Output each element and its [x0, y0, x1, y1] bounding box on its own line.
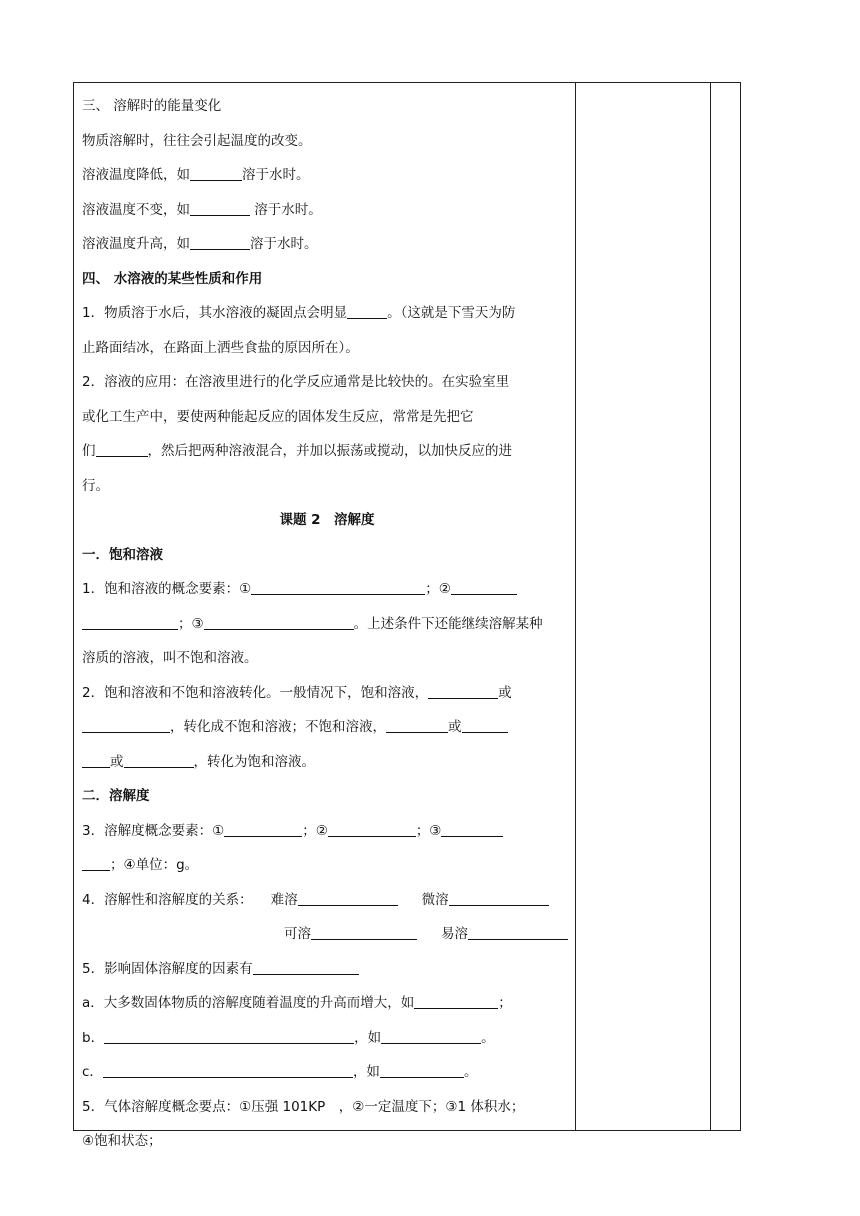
fill-line: 1．饱和溶液的概念要素：① ；②: [82, 572, 572, 607]
section-heading: 一．饱和溶液: [82, 546, 163, 563]
answer-blank[interactable]: [104, 1029, 354, 1044]
section-heading: 三、 溶解时的能量变化: [82, 98, 222, 114]
answer-blank[interactable]: [449, 891, 549, 906]
answer-blank[interactable]: [190, 167, 242, 182]
answer-blank[interactable]: [82, 857, 110, 872]
answer-blank[interactable]: [190, 201, 250, 216]
fill-line: 4．溶解性和溶解度的关系： 难溶 微溶: [82, 883, 572, 918]
answer-blank[interactable]: [441, 822, 503, 837]
column-divider: [575, 83, 576, 1130]
text-line: 行。: [82, 477, 109, 494]
answer-blank[interactable]: [298, 891, 398, 906]
answer-blank[interactable]: [253, 960, 359, 975]
answer-blank[interactable]: [204, 615, 354, 630]
worksheet-table: [73, 82, 741, 1149]
answer-blank[interactable]: [428, 684, 498, 699]
text-line: 物质溶解时，往往会引起温度的改变。: [82, 132, 312, 149]
fill-line: c． ，如 。: [82, 1064, 478, 1080]
fill-line: a．大多数固体物质的溶解度随着温度的升高而增大，如 ；: [82, 995, 512, 1011]
fill-line: ；③ 。上述条件下还能继续溶解某种: [82, 607, 572, 642]
fill-line: 1．物质溶于水后，其水溶液的凝固点会明显 。（这就是下雪天为防: [82, 305, 516, 321]
fill-line: 溶液温度降低，如 溶于水时。: [82, 167, 310, 183]
text-line: 2．溶液的应用：在溶液里进行的化学反应通常是比较快的。在实验室里: [82, 374, 510, 390]
answer-blank[interactable]: [328, 822, 416, 837]
fill-line: ，转化成不饱和溶液；不饱和溶液， 或: [82, 710, 572, 745]
answer-blank[interactable]: [82, 753, 110, 768]
answer-blank[interactable]: [381, 1029, 481, 1044]
fill-line: 2．饱和溶液和不饱和溶液转化。一般情况下，饱和溶液， 或: [82, 684, 512, 701]
answer-blank[interactable]: [347, 305, 387, 320]
answer-blank[interactable]: [311, 926, 417, 941]
text-line: 5．气体溶解度概念要点：①压强 101KP ，②一定温度下；③1 体积水；: [82, 1098, 525, 1115]
answer-blank[interactable]: [414, 995, 498, 1010]
text-line: 溶质的溶液，叫不饱和溶液。: [82, 650, 258, 666]
answer-blank[interactable]: [124, 753, 194, 768]
answer-blank[interactable]: [103, 1064, 353, 1079]
answer-blank[interactable]: [451, 581, 517, 596]
lesson-title: 课题 2 溶解度: [279, 512, 375, 528]
answer-blank[interactable]: [190, 236, 250, 251]
fill-line: ；④单位：g。: [82, 848, 572, 883]
main-content-cell: [82, 89, 572, 1159]
answer-blank[interactable]: [82, 615, 178, 630]
answer-blank[interactable]: [82, 719, 170, 734]
answer-blank[interactable]: [386, 719, 448, 734]
fill-line: 溶液温度不变，如 溶于水时。: [82, 201, 322, 218]
section-heading: 二．溶解度: [82, 788, 150, 804]
column-divider: [710, 83, 711, 1130]
text-line: 或化工生产中，要使两种能起反应的固体发生反应，常常是先把它: [82, 408, 474, 425]
fill-line: 3．溶解度概念要素：① ；② ；③: [82, 814, 572, 849]
text-line: ④饱和状态；: [82, 1133, 162, 1149]
fill-line: 溶液温度升高，如 溶于水时。: [82, 236, 318, 252]
answer-blank[interactable]: [251, 581, 425, 596]
answer-blank[interactable]: [224, 822, 302, 837]
answer-blank[interactable]: [462, 719, 508, 734]
fill-line: 5．影响固体溶解度的因素有: [82, 952, 572, 987]
answer-blank[interactable]: [96, 443, 148, 458]
section-heading: 四、 水溶液的某些性质和作用: [82, 270, 263, 287]
text-line: 止路面结冰，在路面上洒些食盐的原因所在）。: [82, 339, 359, 356]
fill-line: 或 ，转化为饱和溶液。: [82, 745, 572, 780]
fill-line: 们 ，然后把两种溶液混合，并加以振荡或搅动，以加快反应的进: [82, 443, 512, 459]
answer-blank[interactable]: [380, 1064, 464, 1079]
fill-line: 可溶 易溶: [82, 917, 572, 952]
fill-line: b． ，如 。: [82, 1029, 495, 1046]
answer-blank[interactable]: [468, 926, 568, 941]
